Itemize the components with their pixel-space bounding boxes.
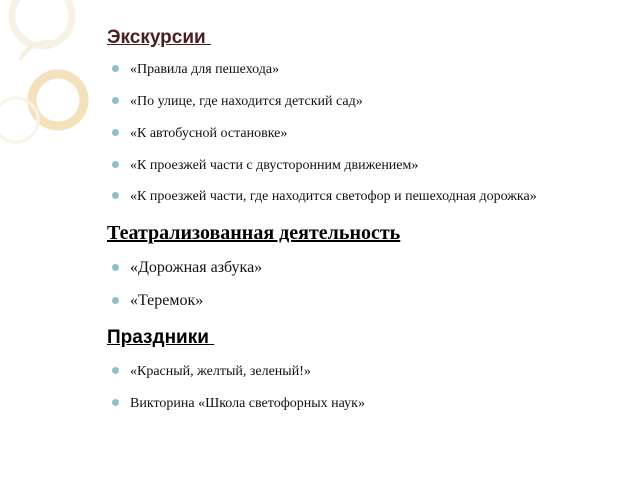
list-item: «Красный, желтый, зеленый!» [112,364,311,380]
list-item: «Правила для пешехода» [112,62,279,78]
list-item: «К проезжей части с двусторонним движением» [112,158,418,174]
list-item: «Теремок» [112,292,203,310]
bullet-icon [112,192,119,199]
section-heading-excursions: Экскурсии [107,27,211,48]
bullet-icon [112,367,119,374]
bullet-icon [112,129,119,136]
section-heading-theatre: Театрализованная деятельность [107,222,401,244]
list-item: Викторина «Школа светофорных наук» [112,396,365,412]
bullet-icon [112,399,119,406]
section-heading-holidays: Праздники [107,327,215,348]
bullet-icon [112,161,119,168]
bullet-icon [112,65,119,72]
list-item: «Дорожная азбука» [112,259,262,277]
list-item: «К проезжей части, где находится светофор и пешеходная дорожка» [112,189,537,205]
list-item: «По улице, где находится детский сад» [112,94,363,110]
bullet-icon [112,97,119,104]
list-item: «К автобусной остановке» [112,126,287,142]
bullet-icon [112,297,119,304]
bullet-icon [112,264,119,271]
